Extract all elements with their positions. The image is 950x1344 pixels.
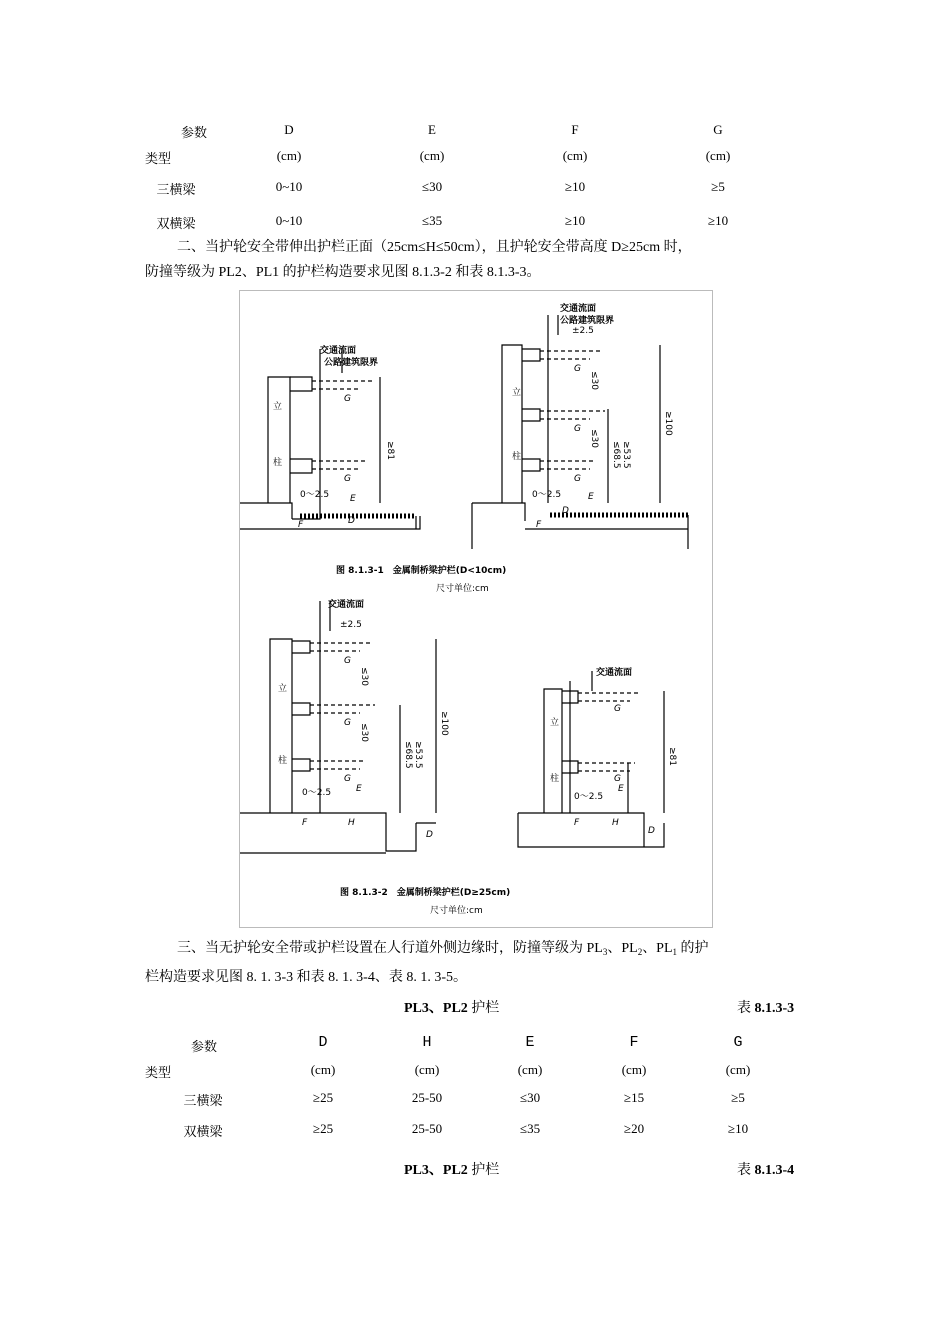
label-ge533: ≥53.5 — [413, 741, 423, 769]
label-road-clearance: 公路建筑限界 — [560, 316, 615, 326]
label-traffic-face: 交通流面 — [320, 346, 357, 356]
table-cell: ≥20 — [623, 1121, 645, 1136]
column-header-g: G — [713, 122, 723, 137]
paragraph-3 — [145, 936, 807, 990]
table-number-value: 8.1.3-3 — [754, 1001, 795, 1016]
drawing-fig-8-1-3-1-left — [240, 344, 420, 530]
column-header-d: D — [284, 122, 294, 137]
label-g: G — [614, 774, 621, 784]
table-title-text: PL3、PL2 — [404, 1001, 468, 1016]
label-range: 0～2.5 — [574, 792, 604, 802]
text-run: 三、当无护轮安全带或护栏设置在人行道外侧边缘时，防撞等级为 PL — [177, 941, 603, 956]
label-range: 0～2.5 — [300, 490, 330, 500]
label-e: E — [618, 784, 624, 794]
column-header-f: F — [629, 1034, 639, 1051]
table-cell: ≥5 — [731, 1090, 745, 1105]
column-unit-g: (cm) — [705, 148, 731, 163]
column-unit-f: (cm) — [621, 1062, 647, 1077]
label-range: 0～2.5 — [532, 490, 562, 500]
label-ge100: ≥100 — [439, 711, 449, 736]
table-cell: 25-50 — [411, 1121, 443, 1136]
column-header-f: F — [571, 122, 579, 137]
column-header-e: E — [525, 1034, 535, 1051]
table-cell: ≥25 — [312, 1090, 334, 1105]
label-post-lower: 柱 — [550, 774, 560, 784]
column-unit-d: (cm) — [276, 148, 302, 163]
label-traffic-face: 交通流面 — [596, 668, 633, 678]
drawing-fig-8-1-3-2-right — [518, 666, 677, 847]
label-ge533: ≥53.5 — [621, 441, 631, 469]
label-post-lower: 柱 — [512, 452, 522, 462]
label-post-upper: 立 — [512, 388, 522, 398]
label-g: G — [344, 656, 351, 666]
column-header-d: D — [318, 1034, 328, 1051]
table-cell: ≤30 — [519, 1090, 541, 1105]
label-d: D — [426, 830, 433, 840]
drawing-fig-8-1-3-2-left — [240, 598, 449, 853]
label-g: G — [344, 718, 351, 728]
label-d: D — [348, 516, 355, 526]
table-title — [404, 1159, 499, 1179]
table-cell: 25-50 — [411, 1090, 443, 1105]
figure-units-1: 尺寸单位:cm — [436, 584, 489, 594]
column-unit-e: (cm) — [419, 148, 445, 163]
table-title-suffix: 护栏 — [467, 1001, 500, 1016]
label-g: G — [574, 364, 581, 374]
label-le30: ≤30 — [589, 429, 599, 448]
label-post-lower: 柱 — [273, 458, 283, 468]
table-cell: 0~10 — [275, 179, 303, 194]
drawing-fig-8-1-3-1-right — [472, 302, 688, 549]
label-traffic-face: 交通流面 — [328, 600, 365, 610]
column-unit-g: (cm) — [725, 1062, 751, 1077]
table-cell: ≤30 — [421, 179, 443, 194]
table-title — [404, 997, 499, 1017]
figure-units-2: 尺寸单位:cm — [430, 906, 483, 916]
row-type: 三横梁 — [156, 182, 196, 197]
text-run: 的护 — [677, 941, 709, 956]
table-title-suffix: 护栏 — [467, 1163, 500, 1178]
label-d: D — [648, 826, 655, 836]
table-cell: ≥10 — [564, 179, 586, 194]
table-header-param: 参数 — [180, 125, 208, 140]
paragraph-line: 二、当护轮安全带伸出护栏正面（25cm≤H≤50cm），且护轮安全带高度 D≥25cm 时， — [177, 240, 692, 255]
table-header-param: 参数 — [190, 1039, 218, 1054]
label-pm25: ±2.5 — [340, 620, 362, 630]
label-g: G — [614, 704, 621, 714]
label-pm25: ±2.5 — [572, 326, 594, 336]
column-header-g: G — [733, 1034, 743, 1051]
label-g: G — [574, 474, 581, 484]
label-g: G — [344, 394, 351, 404]
column-unit-e: (cm) — [517, 1062, 543, 1077]
label-le685: ≤68.5 — [611, 441, 621, 469]
column-unit-f: (cm) — [562, 148, 588, 163]
row-type: 三横梁 — [183, 1093, 223, 1108]
label-post-upper: 立 — [273, 402, 283, 412]
label-e: E — [350, 494, 356, 504]
label-post-lower: 柱 — [278, 756, 288, 766]
label-le685: ≤68.5 — [403, 741, 413, 769]
label-road-clearance: 公路建筑限界 — [324, 358, 379, 368]
row-type: 双横梁 — [183, 1124, 223, 1139]
row-type: 双横梁 — [156, 216, 196, 231]
table-number-value: 8.1.3-4 — [754, 1163, 795, 1178]
label-ge81: ≥81 — [385, 441, 395, 460]
paragraph-line: 栏构造要求见图 8. 1. 3-3 和表 8. 1. 3-4、表 8. 1. 3-5。 — [145, 970, 467, 985]
label-e: E — [356, 784, 362, 794]
label-g: G — [574, 424, 581, 434]
table-title-text: PL3、PL2 — [404, 1163, 468, 1178]
table-cell: ≤35 — [519, 1121, 541, 1136]
subscript: 1 — [672, 947, 678, 957]
label-range: 0～2.5 — [302, 788, 332, 798]
table-number-prefix: 表 — [737, 1163, 755, 1178]
label-f: F — [536, 520, 542, 530]
label-d: D — [562, 506, 569, 516]
label-post-upper: 立 — [550, 718, 560, 728]
figure-caption-1: 图 8.1.3-1 金属制桥梁护栏(D<10cm) — [336, 566, 507, 576]
table-cell: ≥5 — [711, 179, 725, 194]
label-h: H — [348, 818, 355, 828]
subscript: 3 — [602, 947, 608, 957]
figure-guardrail-drawings — [239, 290, 713, 928]
table-cell: ≥10 — [707, 213, 729, 228]
label-le30: ≤30 — [359, 723, 369, 742]
paragraph-line — [145, 936, 807, 965]
label-e: E — [588, 492, 594, 502]
label-le30: ≤30 — [589, 371, 599, 390]
label-le30: ≤30 — [359, 667, 369, 686]
label-f: F — [574, 818, 580, 828]
column-header-h: H — [422, 1034, 432, 1051]
label-g: G — [344, 474, 351, 484]
text-run: 、PL — [642, 941, 673, 956]
label-f: F — [302, 818, 308, 828]
table-header-type: 类型 — [145, 151, 172, 166]
label-post-upper: 立 — [278, 684, 288, 694]
table-cell: ≥10 — [564, 213, 586, 228]
label-g: G — [344, 774, 351, 784]
label-ge81: ≥81 — [667, 747, 677, 766]
table-cell: 0~10 — [275, 213, 303, 228]
label-ge100: ≥100 — [663, 411, 673, 436]
column-header-e: E — [428, 122, 436, 137]
label-f: F — [298, 520, 304, 530]
figure-caption-2: 图 8.1.3-2 金属制桥梁护栏(D≥25cm) — [340, 888, 511, 898]
label-traffic-face: 交通流面 — [560, 304, 597, 314]
figure-svg — [240, 291, 712, 927]
table-cell: ≥25 — [312, 1121, 334, 1136]
text-run: 、PL — [607, 941, 638, 956]
subscript: 2 — [637, 947, 643, 957]
table-number — [737, 997, 794, 1017]
table-cell: ≥15 — [623, 1090, 645, 1105]
label-h: H — [612, 818, 619, 828]
paragraph-2 — [145, 235, 807, 285]
table-number-prefix: 表 — [737, 1001, 755, 1016]
column-unit-d: (cm) — [310, 1062, 336, 1077]
table-header-type: 类型 — [145, 1065, 172, 1080]
table-number — [737, 1159, 794, 1179]
column-unit-h: (cm) — [414, 1062, 440, 1077]
paragraph-line: 防撞等级为 PL2、PL1 的护栏构造要求见图 8.1.3-2 和表 8.1.3-3。 — [145, 265, 541, 280]
table-cell: ≥10 — [727, 1121, 749, 1136]
table-cell: ≤35 — [421, 213, 443, 228]
